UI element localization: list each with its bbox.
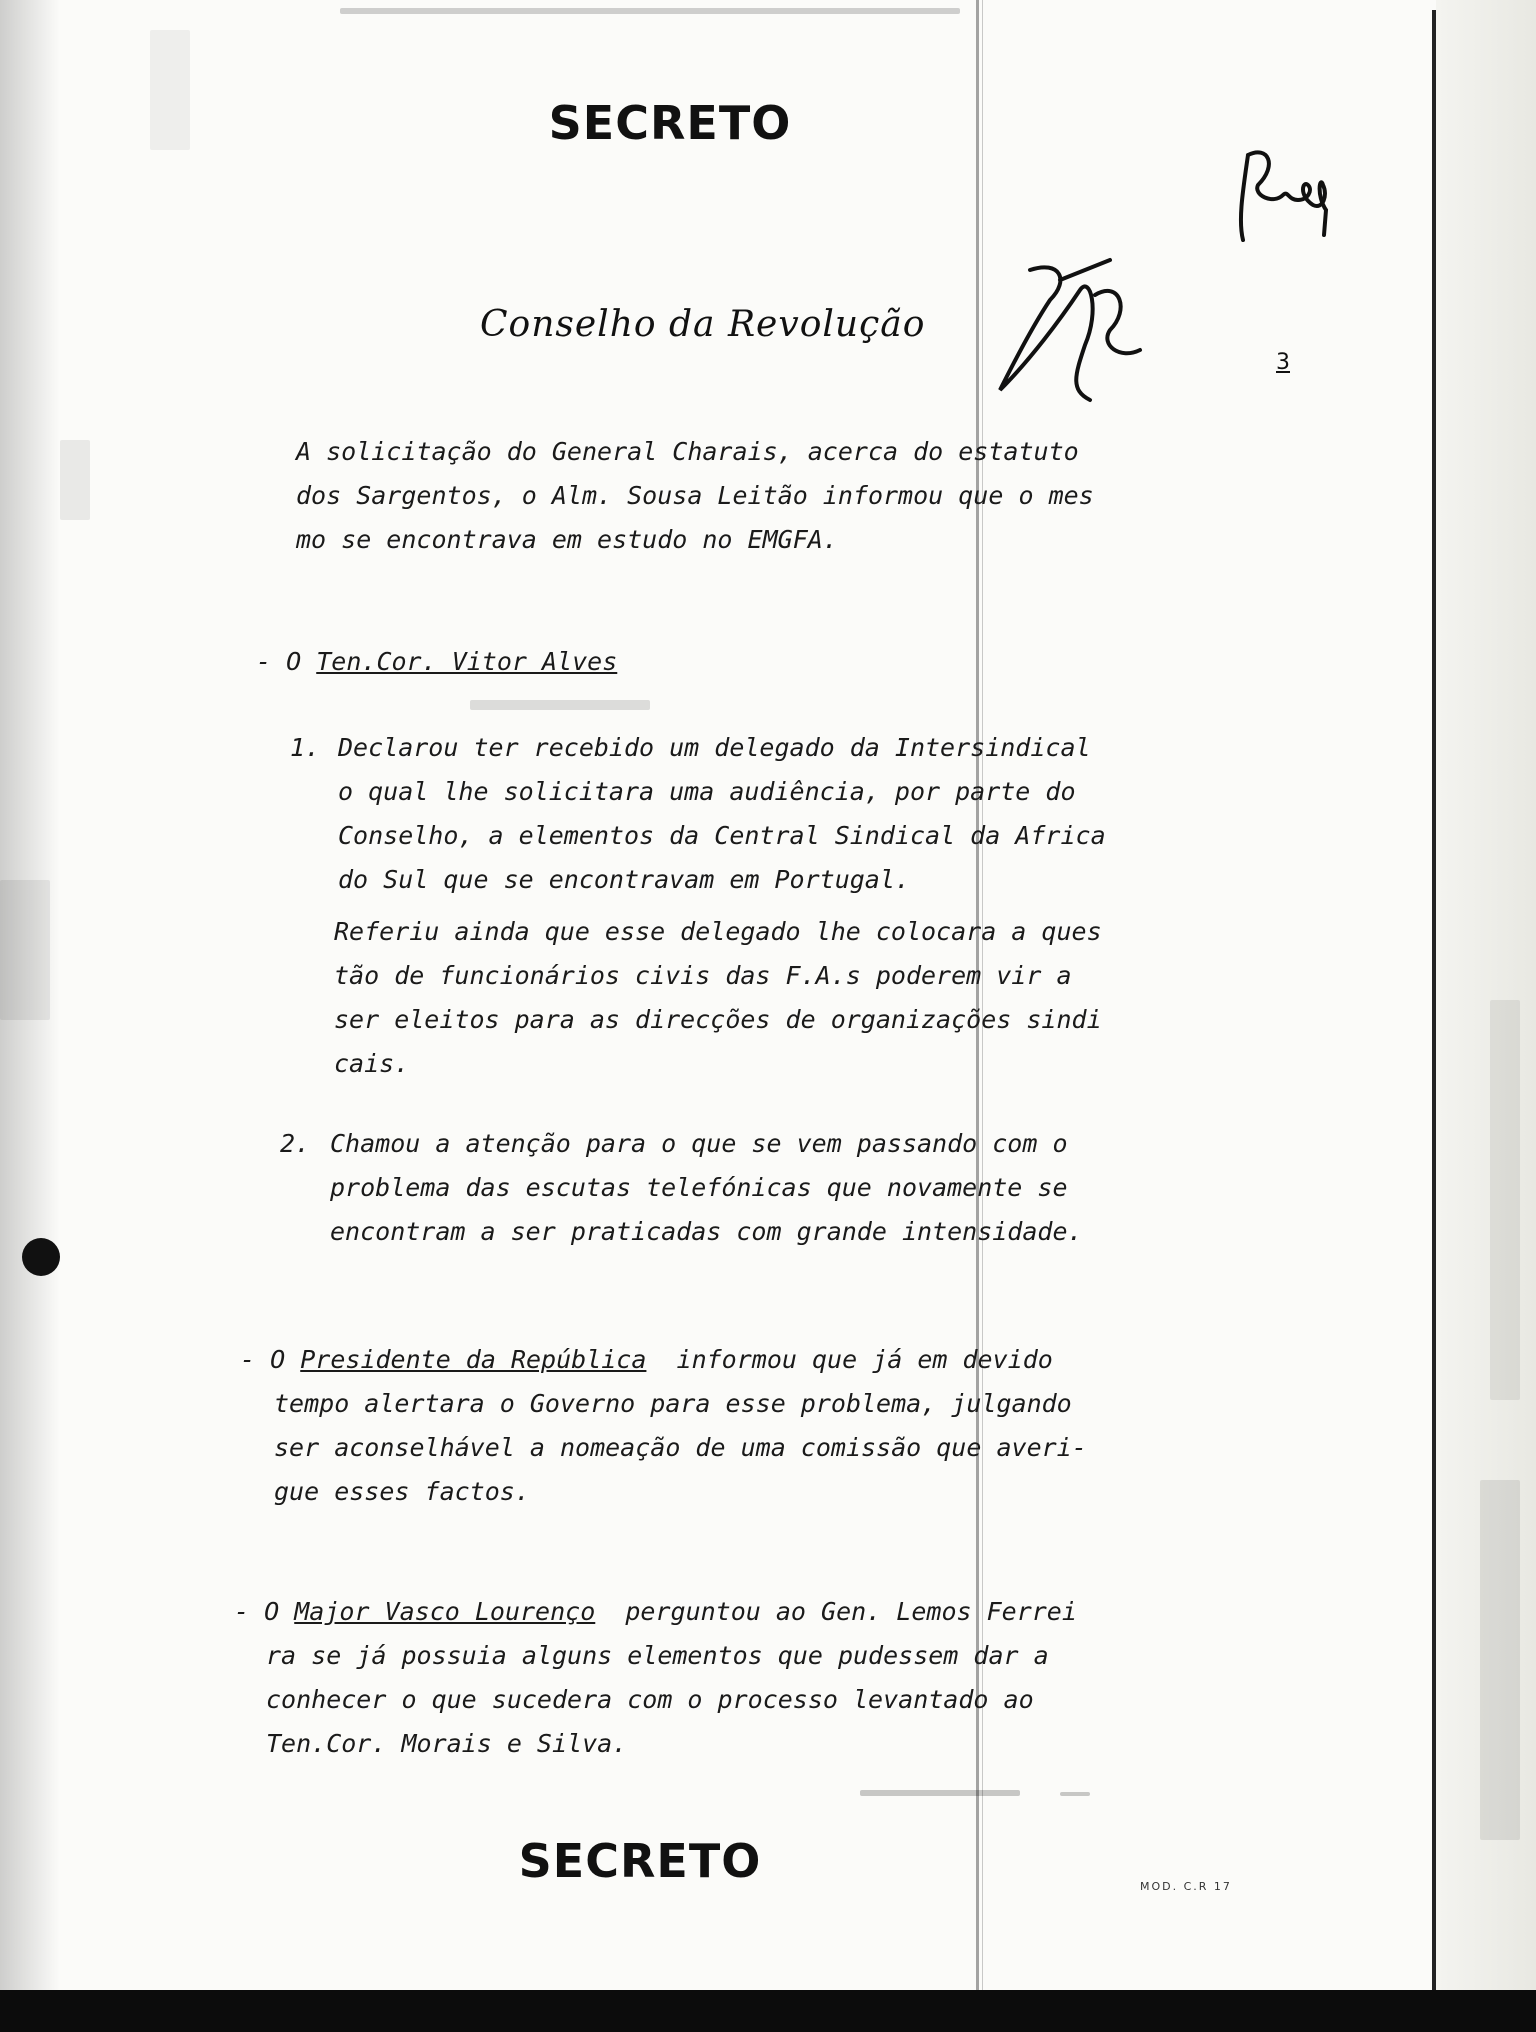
text-line: encontram a ser praticadas com grande intensidade. [330,1217,1083,1246]
list-dash: - [240,1345,256,1374]
text-line [234,1590,1077,1634]
speaker-name: Ten.Cor. Vitor Alves [316,647,618,676]
item-number: 1. [290,733,321,762]
list-dash: - [234,1597,250,1626]
text-line: Chamou a atenção para o que se vem passando com o [330,1129,1068,1158]
list-dash: - [256,647,272,676]
item-1-paragraph [338,726,1106,902]
document-heading: Conselho da Revolução [480,304,926,345]
classification-stamp-bottom: SECRETO [518,1834,762,1888]
scan-noise [1490,1000,1520,1400]
punch-hole [22,1238,60,1276]
speaker-name: Major Vasco Lourenço [294,1597,596,1626]
text-line: o qual lhe solicitara uma audiência, por parte do [338,777,1076,806]
speaker-prefix: O [270,1345,301,1374]
item-number: 2. [280,1129,311,1158]
scan-noise [1480,1480,1520,1840]
page-edge-right [1432,10,1436,1990]
handwritten-initials [1228,140,1338,250]
handwritten-signature [990,250,1160,410]
scan-bottom-edge [0,1990,1536,2032]
text-line: ser aconselhável a nomeação de uma comissão que averi- [274,1433,1087,1462]
text-line: ser eleitos para as direcções de organizações sindi [334,1005,1102,1034]
text-fragment: informou que já em devido [646,1345,1053,1374]
text-line: cais. [334,1049,410,1078]
intro-paragraph [296,430,1094,562]
text-line: conhecer o que sucedera com o processo levantado ao [266,1685,1034,1714]
text-line [240,1338,1087,1382]
scan-noise [1060,1792,1090,1796]
text-line: gue esses factos. [274,1477,530,1506]
speaker-line-alves [256,640,617,684]
presidente-paragraph [240,1338,1087,1514]
scan-noise [340,8,960,14]
text-line: do Sul que se encontravam em Portugal. [338,865,910,894]
text-line: mo se encontrava em estudo no EMGFA. [296,525,838,554]
text-line: dos Sargentos, o Alm. Sousa Leitão informou que o mes [296,481,1094,510]
text-line: problema das escutas telefónicas que novamente se [330,1173,1068,1202]
text-line: Ten.Cor. Morais e Silva. [266,1729,628,1758]
scan-noise [60,440,90,520]
classification-stamp-top: SECRETO [548,96,792,150]
text-line: ra se já possuia alguns elementos que pudessem dar a [266,1641,1049,1670]
speaker-prefix: O [264,1597,295,1626]
scan-noise [0,880,50,1020]
text-line: tempo alertara o Governo para esse problema, julgando [274,1389,1072,1418]
speaker-prefix: O [286,647,317,676]
text-fragment: perguntou ao Gen. Lemos Ferrei [595,1597,1077,1626]
form-code: MOD. C.R 17 [1140,1880,1232,1893]
text-line: Declarou ter recebido um delegado da Intersindical [338,733,1091,762]
item-1-continuation [334,910,1102,1086]
scan-noise [860,1790,1020,1796]
item-2-paragraph [330,1122,1083,1254]
text-line: A solicitação do General Charais, acerca do estatuto [296,437,1079,466]
speaker-name: Presidente da República [300,1345,647,1374]
text-line: tão de funcionários civis das F.A.s poderem vir a [334,961,1072,990]
page-number: 3 [1276,350,1290,375]
text-line: Conselho, a elementos da Central Sindical da Africa [338,821,1106,850]
lourenco-paragraph [234,1590,1077,1766]
text-line: Referiu ainda que esse delegado lhe colocara a ques [334,917,1102,946]
scan-noise [470,700,650,710]
